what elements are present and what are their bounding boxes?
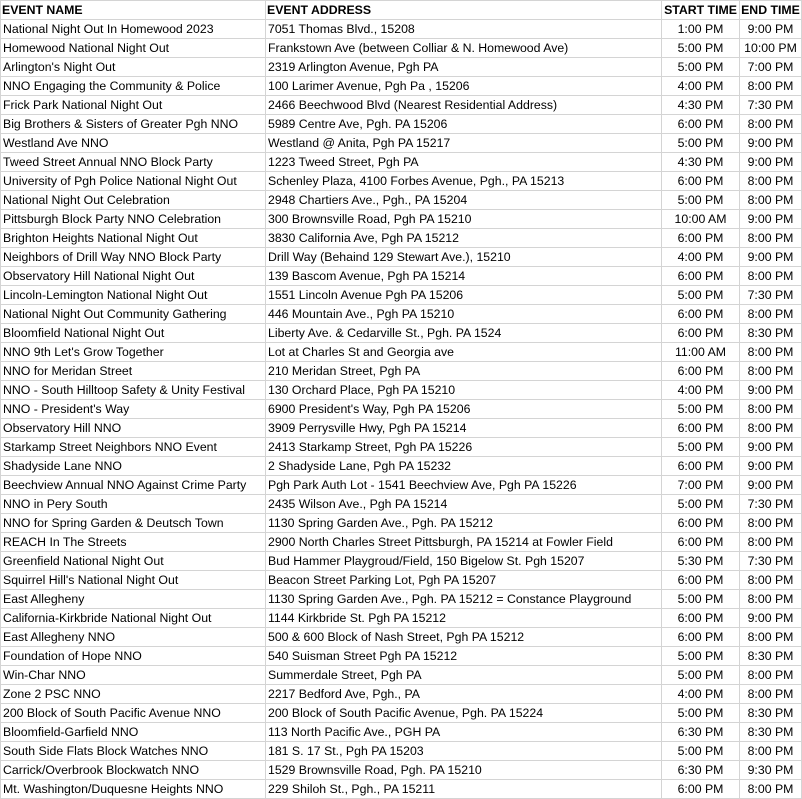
event-name-cell[interactable]: NNO - South Hilltoop Safety & Unity Festival (1, 381, 266, 400)
event-name-cell[interactable]: Big Brothers & Sisters of Greater Pgh NNO (1, 115, 266, 134)
table-body (1, 20, 802, 799)
event-name-cell[interactable]: Brighton Heights National Night Out (1, 229, 266, 248)
event-address-cell[interactable]: 2948 Chartiers Ave., Pgh., PA 15204 (266, 191, 662, 210)
table-row (1, 742, 802, 761)
start-time-cell[interactable]: 1:00 PM (662, 20, 740, 39)
start-time-cell[interactable]: 5:00 PM (662, 704, 740, 723)
start-time-cell[interactable]: 6:00 PM (662, 780, 740, 799)
event-name-cell[interactable]: Pittsburgh Block Party NNO Celebration (1, 210, 266, 229)
event-name-cell[interactable]: Homewood National Night Out (1, 39, 266, 58)
start-time-cell[interactable]: 5:00 PM (662, 666, 740, 685)
event-address-cell[interactable]: 1223 Tweed Street, Pgh PA (266, 153, 662, 172)
event-address-cell[interactable]: 130 Orchard Place, Pgh PA 15210 (266, 381, 662, 400)
end-time-cell[interactable]: 8:00 PM (740, 362, 802, 381)
start-time-cell[interactable]: 5:00 PM (662, 742, 740, 761)
table-row (1, 419, 802, 438)
end-time-cell[interactable]: 8:00 PM (740, 571, 802, 590)
end-time-cell[interactable]: 9:00 PM (740, 248, 802, 267)
table-row (1, 286, 802, 305)
table-row (1, 552, 802, 571)
event-address-cell[interactable]: Lot at Charles St and Georgia ave (266, 343, 662, 362)
event-address-cell[interactable]: 200 Block of South Pacific Avenue, Pgh. PA 15224 (266, 704, 662, 723)
end-time-cell[interactable]: 8:00 PM (740, 514, 802, 533)
event-name-cell[interactable]: Bloomfield-Garfield NNO (1, 723, 266, 742)
table-row (1, 495, 802, 514)
event-name-cell[interactable]: Shadyside Lane NNO (1, 457, 266, 476)
end-time-cell[interactable]: 8:00 PM (740, 533, 802, 552)
end-time-cell[interactable]: 8:00 PM (740, 267, 802, 286)
end-time-cell[interactable]: 9:00 PM (740, 457, 802, 476)
end-time-cell[interactable]: 7:30 PM (740, 495, 802, 514)
event-name-cell[interactable]: South Side Flats Block Watches NNO (1, 742, 266, 761)
start-time-cell[interactable]: 10:00 AM (662, 210, 740, 229)
table-row (1, 533, 802, 552)
event-address-cell[interactable]: 1144 Kirkbride St. Pgh PA 15212 (266, 609, 662, 628)
header-row (1, 1, 802, 20)
end-time-cell[interactable]: 9:00 PM (740, 609, 802, 628)
table-row (1, 191, 802, 210)
event-name-cell[interactable]: University of Pgh Police National Night Out (1, 172, 266, 191)
start-time-cell[interactable]: 11:00 AM (662, 343, 740, 362)
end-time-cell[interactable]: 7:30 PM (740, 96, 802, 115)
table-row (1, 248, 802, 267)
end-time-cell[interactable]: 8:00 PM (740, 400, 802, 419)
table-row (1, 381, 802, 400)
end-time-cell[interactable]: 8:00 PM (740, 191, 802, 210)
start-time-cell[interactable]: 6:00 PM (662, 229, 740, 248)
end-time-cell[interactable]: 9:00 PM (740, 438, 802, 457)
start-time-cell[interactable]: 6:30 PM (662, 723, 740, 742)
start-time-cell[interactable]: 4:30 PM (662, 96, 740, 115)
table-row (1, 514, 802, 533)
end-time-cell[interactable]: 9:00 PM (740, 381, 802, 400)
event-address-cell[interactable]: 5989 Centre Ave, Pgh. PA 15206 (266, 115, 662, 134)
table-row (1, 723, 802, 742)
event-name-cell[interactable]: 200 Block of South Pacific Avenue NNO (1, 704, 266, 723)
event-address-cell[interactable]: Bud Hammer Playgroud/Field, 150 Bigelow St. Pgh 15207 (266, 552, 662, 571)
end-time-cell[interactable]: 7:30 PM (740, 286, 802, 305)
event-name-cell[interactable]: Frick Park National Night Out (1, 96, 266, 115)
start-time-cell[interactable]: 5:00 PM (662, 495, 740, 514)
event-name-cell[interactable]: Win-Char NNO (1, 666, 266, 685)
event-name-cell[interactable]: Tweed Street Annual NNO Block Party (1, 153, 266, 172)
event-name-cell[interactable]: Westland Ave NNO (1, 134, 266, 153)
start-time-cell[interactable]: 5:00 PM (662, 191, 740, 210)
end-time-cell[interactable]: 8:00 PM (740, 628, 802, 647)
event-name-cell[interactable]: Squirrel Hill's National Night Out (1, 571, 266, 590)
end-time-cell[interactable]: 8:30 PM (740, 723, 802, 742)
event-name-cell[interactable]: NNO Engaging the Community & Police (1, 77, 266, 96)
event-address-cell[interactable]: Summerdale Street, Pgh PA (266, 666, 662, 685)
table-row (1, 153, 802, 172)
header-event-address[interactable]: EVENT ADDRESS (266, 1, 662, 20)
event-address-cell[interactable]: 2900 North Charles Street Pittsburgh, PA 15214 at Fowler Field (266, 533, 662, 552)
start-time-cell[interactable]: 5:00 PM (662, 647, 740, 666)
table-row (1, 305, 802, 324)
event-address-cell[interactable]: 500 & 600 Block of Nash Street, Pgh PA 15212 (266, 628, 662, 647)
event-name-cell[interactable]: National Night Out Community Gathering (1, 305, 266, 324)
event-address-cell[interactable]: 100 Larimer Avenue, Pgh Pa , 15206 (266, 77, 662, 96)
event-name-cell[interactable]: REACH In The Streets (1, 533, 266, 552)
start-time-cell[interactable]: 4:00 PM (662, 77, 740, 96)
end-time-cell[interactable]: 8:00 PM (740, 305, 802, 324)
table-row (1, 457, 802, 476)
table-row (1, 229, 802, 248)
event-name-cell[interactable]: California-Kirkbride National Night Out (1, 609, 266, 628)
event-name-cell[interactable]: East Allegheny (1, 590, 266, 609)
end-time-cell[interactable]: 9:00 PM (740, 153, 802, 172)
event-address-cell[interactable]: 1130 Spring Garden Ave., Pgh. PA 15212 (266, 514, 662, 533)
event-name-cell[interactable]: Beechview Annual NNO Against Crime Party (1, 476, 266, 495)
end-time-cell[interactable]: 10:00 PM (740, 39, 802, 58)
event-address-cell[interactable]: 229 Shiloh St., Pgh., PA 15211 (266, 780, 662, 799)
table-row (1, 647, 802, 666)
end-time-cell[interactable]: 8:00 PM (740, 780, 802, 799)
start-time-cell[interactable]: 6:00 PM (662, 172, 740, 191)
event-name-cell[interactable]: NNO - President's Way (1, 400, 266, 419)
end-time-cell[interactable]: 7:00 PM (740, 58, 802, 77)
start-time-cell[interactable]: 4:00 PM (662, 685, 740, 704)
table-row (1, 476, 802, 495)
start-time-cell[interactable]: 5:00 PM (662, 438, 740, 457)
event-name-cell[interactable]: National Night Out Celebration (1, 191, 266, 210)
start-time-cell[interactable]: 4:00 PM (662, 248, 740, 267)
end-time-cell[interactable]: 8:00 PM (740, 685, 802, 704)
start-time-cell[interactable]: 6:00 PM (662, 571, 740, 590)
event-address-cell[interactable]: 7051 Thomas Blvd., 15208 (266, 20, 662, 39)
start-time-cell[interactable]: 4:00 PM (662, 381, 740, 400)
event-address-cell[interactable]: 139 Bascom Avenue, Pgh PA 15214 (266, 267, 662, 286)
table-row (1, 571, 802, 590)
event-address-cell[interactable]: Westland @ Anita, Pgh PA 15217 (266, 134, 662, 153)
event-address-cell[interactable]: Schenley Plaza, 4100 Forbes Avenue, Pgh., PA 15213 (266, 172, 662, 191)
event-address-cell[interactable]: Pgh Park Auth Lot - 1541 Beechview Ave, Pgh PA 15226 (266, 476, 662, 495)
end-time-cell[interactable]: 9:00 PM (740, 134, 802, 153)
end-time-cell[interactable]: 9:30 PM (740, 761, 802, 780)
table-row (1, 210, 802, 229)
end-time-cell[interactable]: 9:00 PM (740, 20, 802, 39)
end-time-cell[interactable]: 8:00 PM (740, 343, 802, 362)
table-row (1, 761, 802, 780)
event-address-cell[interactable]: 2435 Wilson Ave., Pgh PA 15214 (266, 495, 662, 514)
end-time-cell[interactable]: 8:30 PM (740, 704, 802, 723)
event-address-cell[interactable]: 2466 Beechwood Blvd (Nearest Residential Address) (266, 96, 662, 115)
table-row (1, 96, 802, 115)
start-time-cell[interactable]: 6:00 PM (662, 362, 740, 381)
table-row (1, 343, 802, 362)
event-name-cell[interactable]: Lincoln-Lemington National Night Out (1, 286, 266, 305)
event-name-cell[interactable]: Bloomfield National Night Out (1, 324, 266, 343)
start-time-cell[interactable]: 5:00 PM (662, 286, 740, 305)
start-time-cell[interactable]: 7:00 PM (662, 476, 740, 495)
table-row (1, 267, 802, 286)
start-time-cell[interactable]: 5:00 PM (662, 134, 740, 153)
event-address-cell[interactable]: 210 Meridan Street, Pgh PA (266, 362, 662, 381)
event-address-cell[interactable]: 3909 Perrysville Hwy, Pgh PA 15214 (266, 419, 662, 438)
event-address-cell[interactable]: 1551 Lincoln Avenue Pgh PA 15206 (266, 286, 662, 305)
start-time-cell[interactable]: 6:00 PM (662, 324, 740, 343)
end-time-cell[interactable]: 8:00 PM (740, 590, 802, 609)
event-address-cell[interactable]: 1130 Spring Garden Ave., Pgh. PA 15212 = Constance Playground (266, 590, 662, 609)
end-time-cell[interactable]: 8:00 PM (740, 115, 802, 134)
start-time-cell[interactable]: 6:30 PM (662, 761, 740, 780)
table-row (1, 20, 802, 39)
event-name-cell[interactable]: East Allegheny NNO (1, 628, 266, 647)
table-row (1, 590, 802, 609)
event-address-cell[interactable]: 113 North Pacific Ave., PGH PA (266, 723, 662, 742)
table-row (1, 39, 802, 58)
start-time-cell[interactable]: 6:00 PM (662, 267, 740, 286)
event-address-cell[interactable]: 2217 Bedford Ave, Pgh., PA (266, 685, 662, 704)
event-name-cell[interactable]: Neighbors of Drill Way NNO Block Party (1, 248, 266, 267)
event-address-cell[interactable]: 6900 President's Way, Pgh PA 15206 (266, 400, 662, 419)
table-row (1, 172, 802, 191)
start-time-cell[interactable]: 6:00 PM (662, 419, 740, 438)
end-time-cell[interactable]: 8:30 PM (740, 647, 802, 666)
end-time-cell[interactable]: 9:00 PM (740, 210, 802, 229)
start-time-cell[interactable]: 6:00 PM (662, 514, 740, 533)
event-address-cell[interactable]: 3830 California Ave, Pgh PA 15212 (266, 229, 662, 248)
event-name-cell[interactable]: National Night Out In Homewood 2023 (1, 20, 266, 39)
table-row (1, 609, 802, 628)
event-address-cell[interactable]: Beacon Street Parking Lot, Pgh PA 15207 (266, 571, 662, 590)
table-row (1, 438, 802, 457)
start-time-cell[interactable]: 6:00 PM (662, 457, 740, 476)
event-name-cell[interactable]: Observatory Hill NNO (1, 419, 266, 438)
table-row (1, 134, 802, 153)
end-time-cell[interactable]: 8:00 PM (740, 742, 802, 761)
header-end-time[interactable]: END TIME (740, 1, 802, 20)
event-name-cell[interactable]: Carrick/Overbrook Blockwatch NNO (1, 761, 266, 780)
event-address-cell[interactable]: 181 S. 17 St., Pgh PA 15203 (266, 742, 662, 761)
start-time-cell[interactable]: 6:00 PM (662, 305, 740, 324)
end-time-cell[interactable]: 8:30 PM (740, 324, 802, 343)
table-row (1, 400, 802, 419)
table-row (1, 666, 802, 685)
event-name-cell[interactable]: NNO for Spring Garden & Deutsch Town (1, 514, 266, 533)
event-name-cell[interactable]: Arlington's Night Out (1, 58, 266, 77)
table-row (1, 780, 802, 799)
event-address-cell[interactable]: 2319 Arlington Avenue, Pgh PA (266, 58, 662, 77)
event-address-cell[interactable]: Drill Way (Behaind 129 Stewart Ave.), 15210 (266, 248, 662, 267)
table-row (1, 324, 802, 343)
event-name-cell[interactable]: Greenfield National Night Out (1, 552, 266, 571)
table-row (1, 115, 802, 134)
end-time-cell[interactable]: 7:30 PM (740, 552, 802, 571)
event-name-cell[interactable]: NNO 9th Let's Grow Together (1, 343, 266, 362)
table-row (1, 628, 802, 647)
end-time-cell[interactable]: 8:00 PM (740, 419, 802, 438)
start-time-cell[interactable]: 5:00 PM (662, 58, 740, 77)
table-row (1, 362, 802, 381)
end-time-cell[interactable]: 8:00 PM (740, 77, 802, 96)
event-address-cell[interactable]: 2 Shadyside Lane, Pgh PA 15232 (266, 457, 662, 476)
event-address-cell[interactable]: 1529 Brownsville Road, Pgh. PA 15210 (266, 761, 662, 780)
event-address-cell[interactable]: Frankstown Ave (between Colliar & N. Homewood Ave) (266, 39, 662, 58)
event-address-cell[interactable]: 2413 Starkamp Street, Pgh PA 15226 (266, 438, 662, 457)
start-time-cell[interactable]: 5:00 PM (662, 400, 740, 419)
end-time-cell[interactable]: 8:00 PM (740, 229, 802, 248)
start-time-cell[interactable]: 5:00 PM (662, 39, 740, 58)
header-start-time[interactable]: START TIME (662, 1, 740, 20)
table-row (1, 685, 802, 704)
table-row (1, 58, 802, 77)
start-time-cell[interactable]: 6:00 PM (662, 609, 740, 628)
event-name-cell[interactable]: Observatory Hill National Night Out (1, 267, 266, 286)
event-name-cell[interactable]: Foundation of Hope NNO (1, 647, 266, 666)
event-name-cell[interactable]: Zone 2 PSC NNO (1, 685, 266, 704)
table-row (1, 704, 802, 723)
event-address-cell[interactable]: 540 Suisman Street Pgh PA 15212 (266, 647, 662, 666)
start-time-cell[interactable]: 6:00 PM (662, 533, 740, 552)
event-name-cell[interactable]: NNO in Pery South (1, 495, 266, 514)
event-address-cell[interactable]: Liberty Ave. & Cedarville St., Pgh. PA 1524 (266, 324, 662, 343)
event-address-cell[interactable]: 446 Mountain Ave., Pgh PA 15210 (266, 305, 662, 324)
table-row (1, 77, 802, 96)
start-time-cell[interactable]: 6:00 PM (662, 628, 740, 647)
start-time-cell[interactable]: 6:00 PM (662, 115, 740, 134)
end-time-cell[interactable]: 8:00 PM (740, 666, 802, 685)
end-time-cell[interactable]: 8:00 PM (740, 172, 802, 191)
header-event-name[interactable]: EVENT NAME (1, 1, 266, 20)
event-address-cell[interactable]: 300 Brownsville Road, Pgh PA 15210 (266, 210, 662, 229)
event-name-cell[interactable]: Starkamp Street Neighbors NNO Event (1, 438, 266, 457)
event-name-cell[interactable]: NNO for Meridan Street (1, 362, 266, 381)
start-time-cell[interactable]: 5:30 PM (662, 552, 740, 571)
start-time-cell[interactable]: 5:00 PM (662, 590, 740, 609)
start-time-cell[interactable]: 4:30 PM (662, 153, 740, 172)
event-name-cell[interactable]: Mt. Washington/Duquesne Heights NNO (1, 780, 266, 799)
end-time-cell[interactable]: 9:00 PM (740, 476, 802, 495)
